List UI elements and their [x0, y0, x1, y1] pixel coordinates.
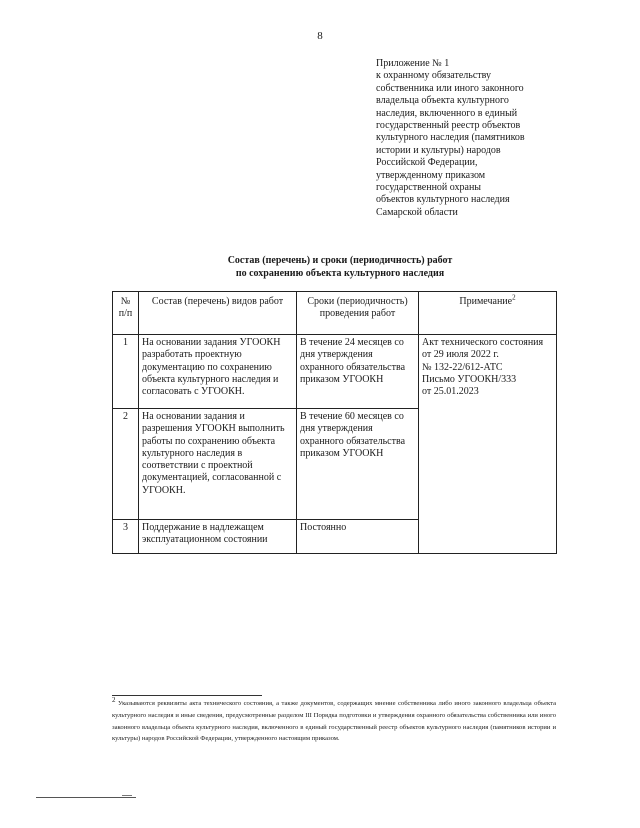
cell-num: 2	[113, 409, 139, 520]
footnote-mark: 2	[512, 293, 516, 302]
appendix-line: Российской Федерации,	[376, 157, 478, 169]
footnote-divider	[112, 695, 262, 696]
appendix-line: культурного наследия (памятников	[376, 132, 525, 144]
document-title-line-2: по сохранению объекта культурного наследия	[235, 268, 445, 279]
appendix-line: утвержденному приказом	[376, 169, 486, 181]
note-line: от 29 июля 2022 г.	[422, 349, 499, 361]
appendix-line: объектов культурного наследия	[376, 194, 510, 206]
cell-note	[419, 335, 557, 554]
cell-terms: Постоянно	[297, 520, 419, 554]
document-title-line-1: Состав (перечень) и сроки (периодичность) работ	[227, 255, 453, 266]
cell-composition: На основании задания и разрешения УГООКН выполнить работы по сохранению объекта культурного наследия в соответствии с проектной документацией, согласованной с УГООКН.	[139, 409, 297, 520]
appendix-line: собственника или иного законного	[376, 82, 524, 94]
note-line: № 132-22/612-АТС	[422, 361, 503, 373]
footnote	[112, 695, 557, 745]
appendix-line: государственной охраны	[376, 182, 482, 194]
document-title	[0, 254, 640, 280]
header-composition: Состав (перечень) видов работ	[139, 292, 297, 335]
appendix-line: Самарской области	[376, 206, 458, 218]
appendix-line: наследия, включенного в единый	[376, 107, 518, 119]
table-header-row	[113, 292, 557, 335]
footnote-text: Указываются реквизиты акта технического состояния, а также документов, содержащих мнение собственника либо иного законного владельца объекта культурного наследия и иные сведения, предусмотренные разделом III Порядка подготовки и утверждения охранного обязательства собственника или иного законного владельца объекта культурного наследия, включенного в единый государственный реестр объектов культурного наследия (памятников истории и культуры) народов Российской Федерации, утвержденного настоящим приказом.	[112, 700, 557, 743]
header-num: № п/п	[113, 292, 139, 335]
table-row	[113, 335, 557, 409]
header-note-label: Примечание	[459, 296, 513, 307]
appendix-line: владельца объекта культурного	[376, 95, 509, 107]
cell-composition: Поддержание в надлежащем эксплуатационном состоянии	[139, 520, 297, 554]
appendix-line: государственный реестр объектов	[376, 120, 521, 132]
note-line: от 25.01.2023	[422, 386, 479, 398]
works-table	[112, 291, 557, 554]
cell-composition: На основании задания УГООКН разработать проектную документацию по сохранению объекта культурного наследия и согласовать с УГООКН.	[139, 335, 297, 409]
header-note	[419, 292, 557, 335]
appendix-line: Приложение № 1	[376, 58, 450, 69]
header-terms: Сроки (периодичность) проведения работ	[297, 292, 419, 335]
bottom-scan-tick	[122, 795, 132, 796]
cell-num: 3	[113, 520, 139, 554]
cell-terms: В течение 24 месяцев со дня утверждения охранного обязательства приказом УГООКН	[297, 335, 419, 409]
cell-num: 1	[113, 335, 139, 409]
note-line: Письмо УГООКН/333	[422, 373, 517, 385]
bottom-scan-line	[36, 797, 136, 798]
appendix-line: истории и культуры) народов	[376, 144, 501, 156]
footnote-number: 2	[112, 695, 116, 704]
page-number: 8	[317, 30, 323, 42]
cell-terms: В течение 60 месяцев со дня утверждения охранного обязательства приказом УГООКН	[297, 409, 419, 520]
appendix-header	[376, 58, 576, 219]
appendix-line: к охранному обязательству	[376, 70, 492, 82]
note-line: Акт технического состояния	[422, 337, 544, 348]
